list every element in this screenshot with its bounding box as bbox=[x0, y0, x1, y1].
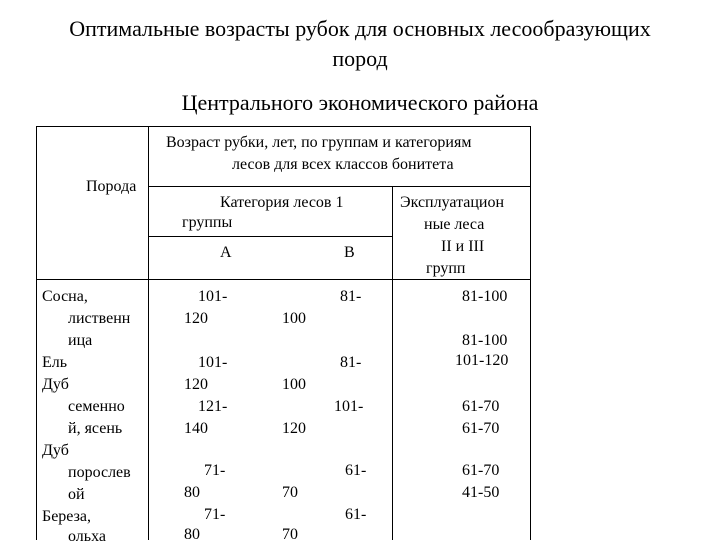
species-line: лиственн bbox=[68, 310, 131, 327]
col-expl-value: 61-70 bbox=[462, 398, 500, 415]
header-poroda: Порода bbox=[86, 178, 137, 195]
col-b-value: 61- bbox=[345, 462, 367, 479]
header-expl-line-3: II и III bbox=[441, 238, 485, 255]
species-line: порослев bbox=[68, 464, 131, 481]
document-title-line-1: Оптимальные возрасты рубок для основных лесообразующих bbox=[69, 16, 651, 41]
col-a-value: 101- bbox=[198, 288, 228, 305]
col-expl-value: 81-100 bbox=[462, 332, 508, 349]
header-kategoriya-line-1: Категория лесов 1 bbox=[220, 194, 344, 211]
document-title-line-2: пород bbox=[332, 46, 388, 71]
header-expl-line-2: ные леса bbox=[424, 216, 485, 233]
species-line: Береза, bbox=[42, 508, 92, 525]
col-expl-value: 61-70 bbox=[462, 420, 500, 437]
species-line: Дуб bbox=[42, 442, 69, 459]
header-divider-1 bbox=[148, 186, 530, 187]
col-b-value: 70 bbox=[282, 526, 298, 543]
species-line: Ель bbox=[42, 354, 68, 371]
column-divider-2 bbox=[392, 186, 393, 540]
header-expl-line-4: групп bbox=[426, 260, 466, 277]
species-line: ой bbox=[68, 486, 85, 503]
col-b-value: 81- bbox=[340, 288, 362, 305]
species-line: ольха bbox=[68, 528, 106, 545]
col-expl-value: 81-100 bbox=[462, 288, 508, 305]
col-a-value: 80 bbox=[184, 484, 200, 501]
table-left-border bbox=[36, 126, 37, 540]
table-top-border bbox=[36, 126, 531, 127]
table-right-border bbox=[530, 126, 531, 540]
col-a-value: 80 bbox=[184, 526, 200, 543]
col-b-value: 100 bbox=[282, 376, 306, 393]
header-expl-line-1: Эксплуатацион bbox=[400, 194, 505, 211]
document-subtitle: Центрального экономического района bbox=[181, 90, 539, 115]
col-expl-value: 101-120 bbox=[455, 352, 509, 369]
header-col-a: А bbox=[220, 244, 232, 261]
header-kategoriya-line-2: группы bbox=[182, 214, 233, 231]
species-line: семенно bbox=[68, 398, 125, 415]
header-vozrast-line-2: лесов для всех классов бонитета bbox=[232, 156, 454, 173]
col-b-value: 101- bbox=[334, 398, 364, 415]
col-a-value: 71- bbox=[204, 462, 226, 479]
species-line: й, ясень bbox=[68, 420, 123, 437]
header-divider-2 bbox=[148, 236, 392, 237]
col-a-value: 101- bbox=[198, 354, 228, 371]
col-b-value: 61- bbox=[345, 506, 367, 523]
species-line: ица bbox=[68, 332, 93, 349]
col-b-value: 81- bbox=[340, 354, 362, 371]
species-line: Сосна, bbox=[42, 288, 88, 305]
col-a-value: 120 bbox=[184, 310, 208, 327]
column-divider-1 bbox=[148, 126, 149, 540]
col-b-value: 70 bbox=[282, 484, 298, 501]
header-vozrast-line-1: Возраст рубки, лет, по группам и категориям bbox=[166, 134, 472, 151]
col-a-value: 140 bbox=[184, 420, 208, 437]
col-b-value: 120 bbox=[282, 420, 306, 437]
header-col-b: В bbox=[344, 244, 355, 261]
species-line: Дуб bbox=[42, 376, 69, 393]
col-expl-value: 61-70 bbox=[462, 462, 500, 479]
col-b-value: 100 bbox=[282, 310, 306, 327]
col-a-value: 120 bbox=[184, 376, 208, 393]
col-a-value: 121- bbox=[198, 398, 228, 415]
col-a-value: 71- bbox=[204, 506, 226, 523]
col-expl-value: 41-50 bbox=[462, 484, 500, 501]
